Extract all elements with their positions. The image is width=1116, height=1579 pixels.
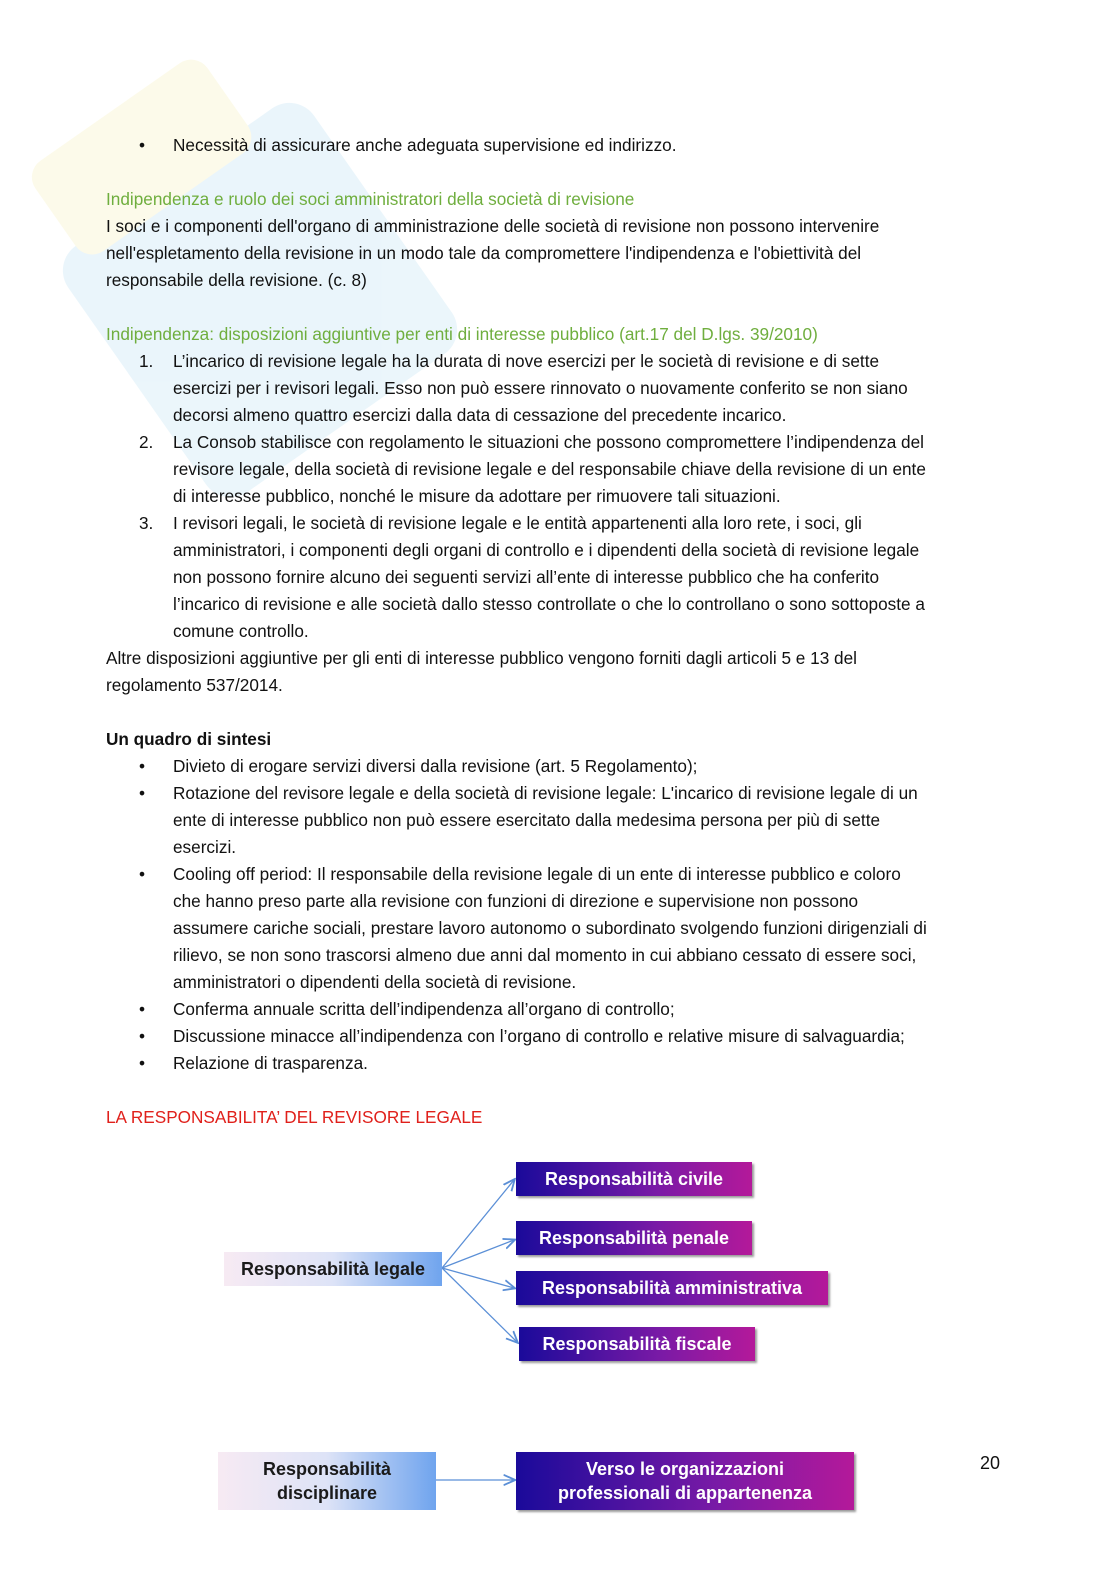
list-item (106, 861, 1006, 996)
numbered-list (106, 348, 1006, 645)
list-line: amministratori o dipendenti della società di revisione. (173, 972, 577, 992)
list-line: revisore legale, della società di revisione legale e del responsabile chiave della revisione di un ente (173, 459, 926, 479)
list-item (106, 753, 1006, 780)
list-line: I revisori legali, le società di revisione legale e le entità appartenenti alla loro rete, i soci, gli (173, 513, 862, 533)
box-label: Responsabilità fiscale (542, 1333, 732, 1354)
list-item (106, 429, 1006, 510)
arrow-to-fiscal (442, 1268, 517, 1342)
paragraph-line: I soci e i componenti dell'organo di amministrazione delle società di revisione non possono intervenire (106, 216, 880, 236)
list-number: 2. (139, 432, 154, 452)
arrow-to-penal (442, 1240, 514, 1268)
list-line: La Consob stabilisce con regolamento le situazioni che possono compromettere l’indipendenza del (173, 432, 924, 452)
section-heading-public-interest: Indipendenza: disposizioni aggiuntive per enti di interesse pubblico (art.17 del D.lgs. 39/2010) (106, 324, 818, 344)
list-line: ente di interesse pubblico non può essere esercitato dalla medesima persona per più di sette (173, 810, 881, 830)
list-line: amministratori, i componenti degli organi di controllo e i dipendenti della società di revisione legale (173, 540, 920, 560)
list-line: • Conferma annuale scritta dell’indipendenza all’organo di controllo; (173, 999, 675, 1019)
page-number: 20 (980, 1453, 1001, 1473)
list-line: che hanno preso parte alla revisione con funzioni di direzione e supervisione non possono (173, 891, 859, 911)
box-label: Responsabilità legale (240, 1258, 426, 1279)
box-label: Responsabilità civile (544, 1168, 724, 1189)
box-fiscal-responsibility (519, 1327, 755, 1361)
arrow-to-administrative (442, 1268, 514, 1288)
box-penal-responsibility (516, 1221, 752, 1255)
box-administrative-responsibility (516, 1271, 828, 1305)
list-item (106, 1023, 1006, 1050)
box-label: Responsabilità penale (538, 1227, 730, 1248)
list-item (106, 780, 1006, 861)
box-civil-responsibility (516, 1162, 752, 1196)
list-line: • Relazione di trasparenza. (173, 1053, 368, 1073)
list-line: • Cooling off period: Il responsabile della revisione legale di un ente di interesse pubblico e coloro (173, 864, 901, 884)
list-item (106, 348, 1006, 429)
summary-heading: Un quadro di sintesi (106, 729, 272, 749)
paragraph-line: nell'espletamento della revisione in un modo tale da compromettere l'indipendenza e l'obiettività del (106, 243, 862, 263)
paragraph-line: Altre disposizioni aggiuntive per gli enti di interesse pubblico vengono forniti dagli articoli 5 e 13 del (106, 648, 857, 668)
arrow-to-civil (442, 1180, 514, 1268)
list-item (106, 1050, 1006, 1077)
list-number: 3. (139, 513, 154, 533)
document-body (106, 132, 1006, 1131)
list-line: • Discussione minacce all’indipendenza con l’organo di controllo e relative misure di salvaguardia; (173, 1026, 905, 1046)
list-item (106, 510, 1006, 645)
list-line: rilievo, se non sono trascorsi almeno due anni dal momento in cui abbiano cessato di essere soci, (173, 945, 917, 965)
list-line: esercizi per i revisori legali. Esso non può essere rinnovato o nuovamente conferito se non siano (173, 378, 908, 398)
list-number: 1. (139, 351, 154, 371)
box-label-line: Responsabilità (262, 1459, 392, 1479)
list-line: • Rotazione del revisore legale e della società di revisione legale: L'incarico di revisione legale di un (173, 783, 918, 803)
box-label-line: professionali di appartenenza (557, 1483, 813, 1503)
list-line: L’incarico di revisione legale ha la durata di nove esercizi per le società di revisione e di sette (173, 351, 880, 371)
list-line: comune controllo. (173, 621, 309, 641)
list-line: esercizi. (173, 837, 237, 857)
section-heading-responsibility: LA RESPONSABILITA’ DEL REVISORE LEGALE (106, 1107, 483, 1127)
box-professional-organizations (516, 1452, 854, 1510)
list-line: di interesse pubblico, nonché le misure da adottare per rimuovere tali situazioni. (173, 486, 781, 506)
list-line: decorsi almeno quattro esercizi dalla data di cessazione del precedente incarico. (173, 405, 787, 425)
paragraph-line: responsabile della revisione. (c. 8) (106, 270, 367, 290)
box-label-line: disciplinare (276, 1483, 378, 1503)
box-legal-responsibility (224, 1252, 442, 1286)
box-label: Responsabilità amministrativa (541, 1277, 803, 1298)
list-line: non possono fornire alcuno dei seguenti servizi all’ente di interesse pubblico che ha conferito (173, 567, 880, 587)
section-heading-partners: Indipendenza e ruolo dei soci amministratori della società di revisione (106, 189, 635, 209)
box-label-line: Verso le organizzazioni (585, 1459, 785, 1479)
list-line: assumere cariche sociali, prestare lavoro autonomo o subordinato svolgendo funzioni dirigenziali di (173, 918, 927, 938)
list-line: • Divieto di erogare servizi diversi dalla revisione (art. 5 Regolamento); (173, 756, 698, 776)
intro-list (106, 132, 1006, 159)
list-item (106, 996, 1006, 1023)
paragraph-line: regolamento 537/2014. (106, 675, 283, 695)
list-item: • Necessità di assicurare anche adeguata supervisione ed indirizzo. (106, 132, 1006, 159)
summary-list (106, 753, 1006, 1077)
box-disciplinary-responsibility (218, 1452, 436, 1510)
list-line: l’incarico di revisione e alle società dallo stesso controllate o che lo controllano o sono sottoposte a (173, 594, 925, 614)
